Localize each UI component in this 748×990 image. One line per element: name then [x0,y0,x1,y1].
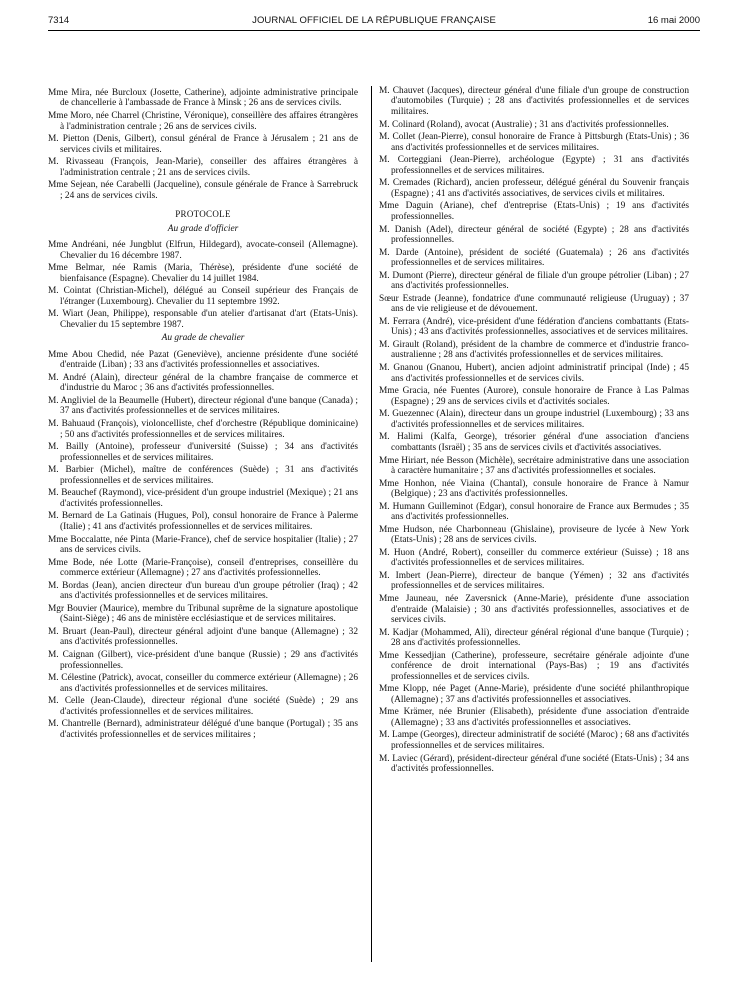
list-item: Mme Belmar, née Ramis (Maria, Thérèse), présidente d'une société de bienfaisance (Espagne). Chevalier du 14 juillet 1984. [48,263,358,284]
list-item: M. Angliviel de la Beaumelle (Hubert), directeur régional d'une banque (Canada) ; 37 ans d'activités professionnelles et de services militaires. [48,396,358,417]
list-item: M. Caignan (Gilbert), vice-président d'une banque (Russie) ; 29 ans d'activités professionnelles. [48,650,358,671]
list-item: M. Corteggiani (Jean-Pierre), archéologue (Egypte) ; 31 ans d'activités professionnelles et de services militaires. [379,155,689,176]
list-item: Mme Daguin (Ariane), chef d'entreprise (Etats-Unis) ; 19 ans d'activités professionnelles. [379,201,689,222]
list-item: M. Wiart (Jean, Philippe), responsable d'un atelier d'artisanat d'art (Etats-Unis). Chevalier du 15 septembre 1987. [48,309,358,330]
list-item: Mme Andréani, née Jungblut (Elfrun, Hildegard), avocate-conseil (Allemagne). Chevalier du 16 décembre 1987. [48,240,358,261]
list-item: Mme Krämer, née Brunier (Elisabeth), présidente d'une association d'entraide (Allemagne) ; 33 ans d'activités professionnelles et associatives. [379,707,689,728]
list-item: M. Colinard (Roland), avocat (Australie) ; 31 ans d'activités professionnelles. [379,119,669,130]
list-item: M. Girault (Roland), président de la chambre de commerce et d'industrie franco-australienne ; 28 ans d'activités professionnelles et de services militaires. [379,340,689,361]
list-item: Sœur Estrade (Jeanne), fondatrice d'une communauté religieuse (Uruguay) ; 37 ans de vie religieuse et de dévouement. [379,293,689,315]
list-item: M. Chantrelle (Bernard), administrateur délégué d'une banque (Portugal) ; 35 ans d'activités professionnelles et de services militaires ; [48,719,358,740]
list-item: M. Bordas (Jean), ancien directeur d'un bureau d'un groupe pétrolier (Iraq) ; 42 ans d'activités professionnelles et de services militaires. [48,580,358,602]
subsection-heading-chevalier: Au grade de chevalier [161,333,245,344]
list-item: M. Humann Guilleminot (Edgar), consul honoraire de France aux Bermudes ; 35 ans d'activités professionnelles. [379,501,689,523]
list-item: M. Beauchef (Raymond), vice-président d'un groupe industriel (Mexique) ; 21 ans d'activités professionnelles. [48,488,358,509]
section-title: PROTOCOLE [175,209,231,220]
list-item: M. Bailly (Antoine), professeur d'université (Suisse) ; 34 ans d'activités professionnelles et de services militaires. [48,442,358,463]
list-item: Mme Jauneau, née Zaversnick (Anne-Marie), présidente d'une association d'entraide (Malaisie) ; 30 ans d'activités professionnelles, associatives et de services civils. [379,594,689,625]
list-item: M. Guezennec (Alain), directeur dans un groupe industriel (Luxembourg) ; 33 ans d'activités professionnelles et de services militaires. [379,409,689,430]
left-column [48,88,358,742]
list-item: M. Celle (Jean-Claude), directeur régional d'une société (Suède) ; 29 ans d'activités professionnelles et de services militaires. [48,696,358,717]
list-item: M. Cremades (Richard), ancien professeur, délégué général du Souvenir français (Espagne) ; 41 ans d'activités associatives, de services civils et militaires. [379,178,689,199]
list-item: M. Huon (André, Robert), conseiller du commerce extérieur (Suisse) ; 18 ans d'activités professionnelles et de services militaires. [379,547,689,569]
list-item: M. André (Alain), directeur général de la chambre française de commerce et d'industrie du Maroc ; 36 ans d'activités professionnelles. [48,372,358,394]
list-item: M. Collet (Jean-Pierre), consul honoraire de France à Pittsburgh (Etats-Unis) ; 36 ans d'activités professionnelles et de services militaires. [379,132,689,153]
list-item: Mme Hudson, née Charbonneau (Ghislaine), proviseure de lycée à New York (Etats-Unis) ; 28 ans de services civils. [379,524,689,546]
list-item: M. Dumont (Pierre), directeur général de filiale d'un groupe pétrolier (Liban) ; 27 ans d'activités professionnelles. [379,270,689,292]
list-item: M. Lampe (Georges), directeur administratif de société (Maroc) ; 68 ans d'activités professionnelles et de services militaires. [379,730,690,751]
list-item: M. Laviec (Gérard), président-directeur général d'une société (Etats-Unis) ; 34 ans d'activités professionnelles. [379,753,689,774]
list-item: M. Bernard de La Gatinais (Hugues, Pol), consul honoraire de France à Palerme (Italie) ; 41 ans d'activités professionnelles et de services militaires. [48,511,358,532]
list-item: M. Halimi (Kalfa, George), trésorier général d'une association d'anciens combattants (Israël) ; 35 ans de services civils et d'activités associatives. [379,432,689,453]
list-item: M. Barbier (Michel), maître de conférences (Suède) ; 31 ans d'activités professionnelles et de services militaires. [48,465,358,486]
list-item: M. Célestine (Patrick), avocat, conseiller du commerce extérieur (Allemagne) ; 26 ans d'activités professionnelles et de services militaires. [48,673,358,694]
list-item: M. Bahuaud (François), violoncelliste, chef d'orchestre (République dominicaine) ; 50 ans d'activités professionnelles et de services militaires. [48,419,358,440]
publication-date: 16 mai 2000 [647,15,700,26]
list-item: Mme Sejean, née Carabelli (Jacqueline), consule générale de France à Sarrebruck ; 24 ans de services civils. [48,180,358,201]
list-item: M. Cointat (Christian-Michel), délégué au Conseil supérieur des Français de l'étranger (Luxembourg). Chevalier du 11 septembre 1992. [48,286,358,307]
list-item: M. Bruart (Jean-Paul), directeur général adjoint d'une banque (Allemagne) ; 32 ans d'activités professionnelles. [48,626,358,648]
list-item: M. Gnanou (Gnanou, Hubert), ancien adjoint administratif principal (Inde) ; 45 ans d'activités professionnelles et de services civils. [379,363,689,384]
list-item: Mme Kessedjian (Catherine), professeure, secrétaire générale adjointe d'une conférence de droit international (Pays-Bas) ; 19 ans d'activités professionnelles et de services civils. [379,650,689,682]
list-item: Mgr Bouvier (Maurice), membre du Tribunal suprême de la signature apostolique (Saint-Siège) ; 46 ans de ministère ecclésiastique et de services militaires. [48,603,358,625]
page-header [48,12,700,31]
right-column [379,86,689,777]
list-item: M. Rivasseau (François, Jean-Marie), conseiller des affaires étrangères à l'administration centrale ; 21 ans de services civils. [48,157,358,178]
list-item: Mme Bode, née Lotte (Marie-Françoise), conseil d'entreprises, conseillère du commerce extérieur (Allemagne) ; 27 ans d'activités professionnelles. [48,557,358,579]
list-item: M. Imbert (Jean-Pierre), directeur de banque (Yémen) ; 32 ans d'activités professionnelles et de services militaires. [379,570,689,592]
list-item: Mme Hiriart, née Besson (Michèle), secrétaire administrative dans une association à caractère humanitaire ; 37 ans d'activités professionnelles et sociales. [379,455,689,476]
journal-title: JOURNAL OFFICIEL DE LA RÉPUBLIQUE FRANÇAISE [252,15,496,26]
list-item: M. Kadjar (Mohammed, Ali), directeur général régional d'une banque (Turquie) ; 28 ans d'activités professionnelles. [379,627,689,649]
list-item: Mme Abou Chedid, née Pazat (Geneviève), ancienne présidente d'une société d'entraide (Liban) ; 33 ans d'activités professionnelles et associatives. [48,349,358,371]
list-item: Mme Honhon, née Viaina (Chantal), consule honoraire de France à Namur (Belgique) ; 23 ans d'activités professionnelles. [379,478,689,500]
list-item: Mme Klopp, née Paget (Anne-Marie), présidente d'une société philanthropique (Allemagne) ; 37 ans d'activités professionnelles et associatives. [379,684,689,705]
list-item: Mme Moro, née Charrel (Christine, Véronique), conseillère des affaires étrangères à l'administration centrale ; 26 ans de services civils. [48,111,358,132]
column-divider [371,86,372,962]
list-item: M. Chauvet (Jacques), directeur général d'une filiale d'un groupe de construction d'automobiles (Turquie) ; 28 ans d'activités professionnelles et de services militaires. [379,86,689,117]
list-item: M. Darde (Antoine), président de société (Guatemala) ; 26 ans d'activités professionnelles et de services militaires. [379,247,689,269]
list-item: M. Danish (Adel), directeur général de société (Egypte) ; 28 ans d'activités professionnelles. [379,224,689,246]
list-item: M. Pietton (Denis, Gilbert), consul général de France à Jérusalem ; 21 ans de services civils et militaires. [48,134,358,155]
list-item: Mme Boccalatte, née Pinta (Marie-France), chef de service hospitalier (Italie) ; 27 ans de services civils. [48,534,358,556]
subsection-heading-officier: Au grade d'officier [167,223,239,234]
list-item: Mme Mira, née Burcloux (Josette, Catherine), adjointe administrative principale de chancellerie à l'ambassade de France à Minsk ; 26 ans de services civils. [48,88,358,109]
page-number: 7314 [48,15,70,26]
list-item: Mme Gracia, née Fuentes (Aurore), consule honoraire de France à Las Palmas (Espagne) ; 29 ans de services civils et d'activités sociales. [379,386,689,407]
list-item: M. Ferrara (André), vice-président d'une fédération d'anciens combattants (Etats-Unis) ; 43 ans d'activités professionnelles, associatives et de services militaires. [379,316,689,338]
